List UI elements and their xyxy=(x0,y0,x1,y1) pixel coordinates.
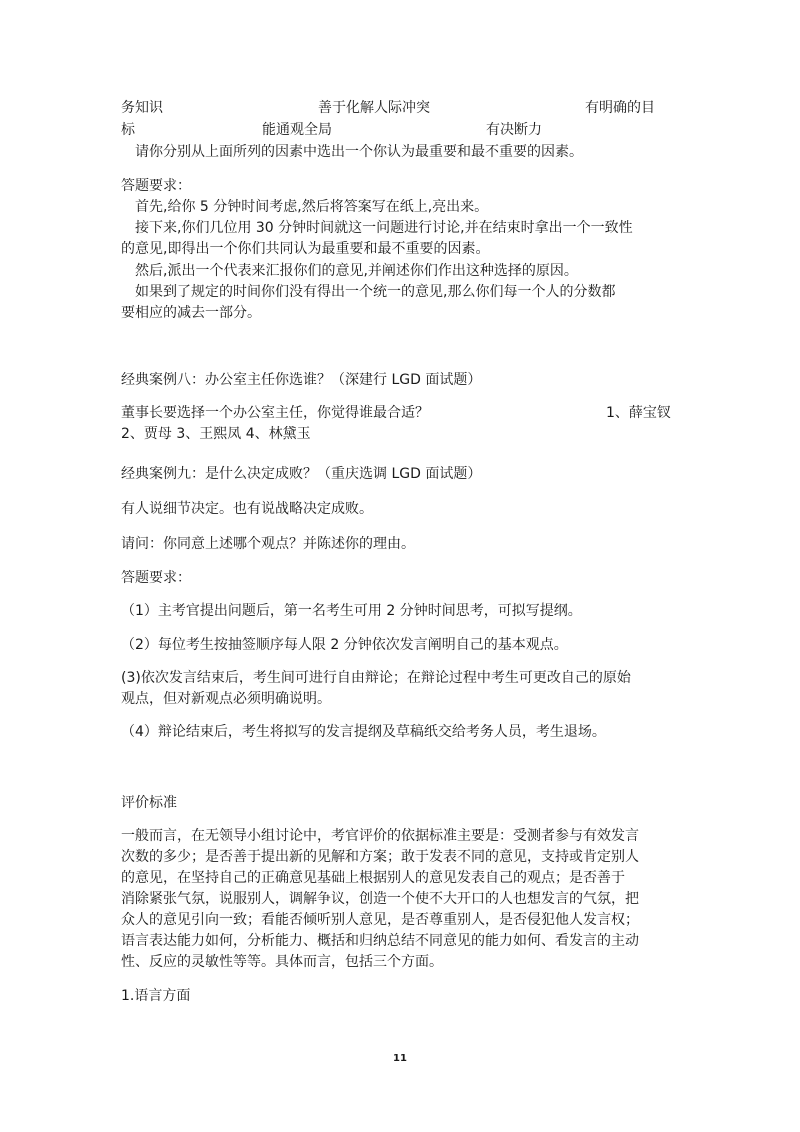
case8-title: 经典案例八：办公室主任你选谁？（深建行 LGD 面试题） xyxy=(121,372,482,388)
factor-item: 能通观全局 xyxy=(262,122,332,138)
evaluation-line: 性、反应的灵敏性等等。具体而言，包括三个方面。 xyxy=(121,954,443,970)
evaluation-line: 一般而言，在无领导小组讨论中，考官评价的依据标准主要是：受测者参与有效发言 xyxy=(121,828,639,844)
evaluation-subheading: 1.语言方面 xyxy=(121,988,191,1004)
paragraph: 要相应的减去一部分。 xyxy=(121,305,261,321)
requirement-item: （1）主考官提出问题后，第一名考生可用 2 分钟时间思考，可拟写提纲。 xyxy=(121,603,582,619)
factor-item: 务知识 xyxy=(121,100,163,116)
factor-item: 善于化解人际冲突 xyxy=(318,100,430,116)
requirement-item: （4）辩论结束后，考生将拟写的发言提纲及草稿纸交给考务人员，考生退场。 xyxy=(121,724,606,740)
requirement-item: （2）每位考生按抽签顺序每人限 2 分钟依次发言阐明自己的基本观点。 xyxy=(121,637,568,653)
paragraph: 接下来,你们几位用 30 分钟时间就这一问题进行讨论,并在结束时拿出一个一致性 xyxy=(135,220,633,236)
answer-requirements-heading: 答题要求： xyxy=(121,178,191,194)
evaluation-heading: 评价标准 xyxy=(121,795,177,811)
case8-option: 1、薛宝钗 xyxy=(606,405,671,421)
paragraph: 如果到了规定的时间你们没有得出一个统一的意见,那么你们每一个人的分数都 xyxy=(135,284,616,300)
paragraph: 的意见,即得出一个你们共同认为最重要和最不重要的因素。 xyxy=(121,241,490,257)
evaluation-line: 消除紧张气氛，说服别人，调解争议，创造一个使不大开口的人也想发言的气氛，把 xyxy=(121,891,639,907)
factor-item: 标 xyxy=(121,122,135,138)
evaluation-line: 语言表达能力如何，分析能力、概括和归纳总结不同意见的能力如何、看发言的主动 xyxy=(121,933,639,949)
requirement-item: 观点，但对新观点必须明确说明。 xyxy=(121,691,331,707)
page-number: 11 xyxy=(393,1053,407,1064)
requirement-item: (3)依次发言结束后，考生间可进行自由辩论；在辩论过程中考生可更改自己的原始 xyxy=(121,670,631,686)
evaluation-line: 的意见，在坚持自己的正确意见基础上根据别人的意见发表自己的观点；是否善于 xyxy=(121,870,625,886)
paragraph: 首先,给你 5 分钟时间考虑,然后将答案写在纸上,亮出来。 xyxy=(135,199,489,215)
factor-item: 有决断力 xyxy=(486,122,542,138)
evaluation-line: 众人的意见引向一致；看能否倾听别人意见，是否尊重别人，是否侵犯他人发言权； xyxy=(121,912,639,928)
evaluation-line: 次数的多少；是否善于提出新的见解和方案；敢于发表不同的意见，支持或肯定别人 xyxy=(121,849,639,865)
factor-item: 有明确的目 xyxy=(585,100,655,116)
case9-title: 经典案例九：是什么决定成败？（重庆选调 LGD 面试题） xyxy=(121,466,482,482)
case9-statement: 有人说细节决定。也有说战略决定成败。 xyxy=(121,501,373,517)
case8-question: 董事长要选择一个办公室主任，你觉得谁最合适？ xyxy=(121,405,429,421)
case9-requirements-heading: 答题要求： xyxy=(121,570,191,586)
case9-question: 请问：你同意上述哪个观点？并陈述你的理由。 xyxy=(121,536,415,552)
case8-options: 2、贾母 3、王熙凤 4、林黛玉 xyxy=(121,426,311,442)
instruction-text: 请你分别从上面所列的因素中选出一个你认为最重要和最不重要的因素。 xyxy=(135,144,583,160)
paragraph: 然后,派出一个代表来汇报你们的意见,并阐述你们作出这种选择的原因。 xyxy=(135,263,578,279)
